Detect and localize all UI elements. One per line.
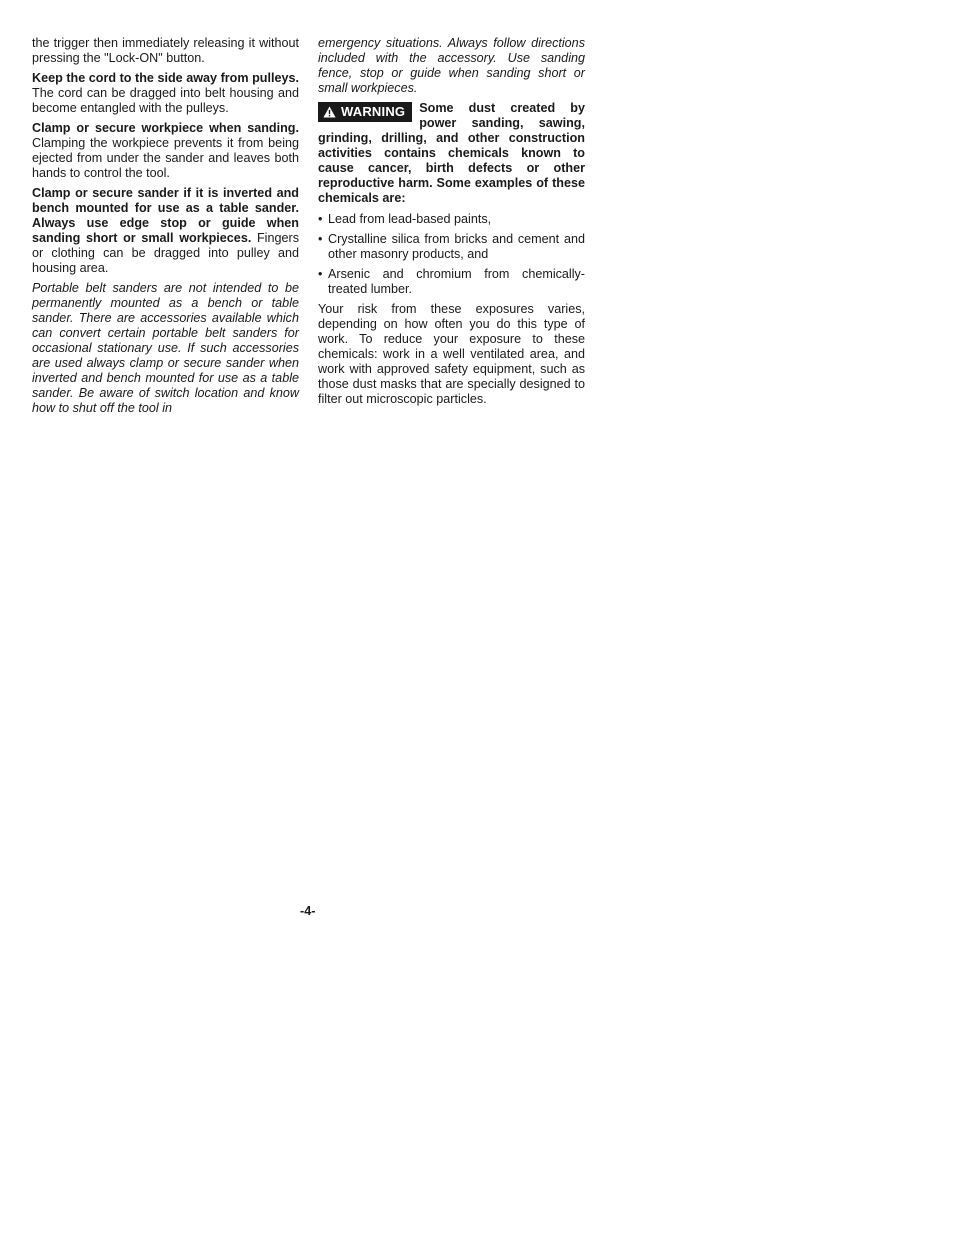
list-item: • Arsenic and chromium from chemically-treated lumber.: [318, 267, 585, 296]
page-number: -4-: [300, 904, 316, 918]
paragraph-portable-sanders: Portable belt sanders are not intended to be permanently mounted as a bench or table sander. There are accessories available which can convert certain portable belt sanders for occasional stationary use. If such accessories are used always clamp or secure sander when inverted and bench mounted for use as a table sander. Be aware of switch location and know how to shut off the tool in: [32, 281, 299, 415]
list-item: • Crystalline silica from bricks and cement and other masonry products, and: [318, 232, 585, 261]
warning-triangle-icon: [323, 106, 336, 118]
bullet-icon: •: [318, 232, 323, 246]
text-clamp-sander: Fingers or clothing can be dragged into pulley and housing area.: [32, 231, 299, 275]
list-item: • Lead from lead-based paints,: [318, 212, 492, 226]
left-column: [32, 36, 299, 421]
heading-cord: Keep the cord to the side away from pulleys.: [32, 71, 299, 85]
paragraph-clamp-workpiece: [32, 121, 299, 181]
warning-badge: [318, 102, 412, 122]
bullet-icon: •: [318, 212, 323, 226]
text-clamp-workpiece: Clamping the workpiece prevents it from being ejected from under the sander and leaves both hands to control the tool.: [32, 136, 299, 180]
warning-text: Some dust created by power sanding, sawing, grinding, drilling, and other construction activities contains chemicals known to cause cancer, birth defects or other reproductive harm. Some examples of these chemicals are:: [318, 101, 585, 205]
paragraph-trigger: the trigger then immediately releasing it without pressing the "Lock-ON" button.: [32, 36, 299, 65]
chemicals-list: [318, 212, 585, 297]
heading-clamp-sander: Clamp or secure sander if it is inverted and bench mounted for use as a table sander. Always use edge stop or guide when sanding short or small workpieces.: [32, 186, 299, 245]
paragraph-clamp-sander: [32, 186, 299, 276]
paragraph-emergency: emergency situations. Always follow directions included with the accessory. Use sanding fence, stop or guide when sanding short or small workpieces.: [318, 36, 585, 95]
heading-clamp-workpiece: Clamp or secure workpiece when sanding.: [32, 121, 299, 135]
text-cord: The cord can be dragged into belt housing and become entangled with the pulleys.: [32, 86, 299, 115]
paragraph-exposure-risk: Your risk from these exposures varies, depending on how often you do this type of work. To reduce your exposure to these chemicals: work in a well ventilated area, and work with approved safety equipment, such as those dust masks that are specially designed to filter out microscopic particles.: [318, 302, 585, 406]
bullet-icon: •: [318, 267, 323, 281]
right-column: [318, 36, 585, 412]
paragraph-cord: [32, 71, 299, 116]
warning-label: WARNING: [341, 104, 406, 119]
warning-paragraph: [318, 101, 585, 206]
